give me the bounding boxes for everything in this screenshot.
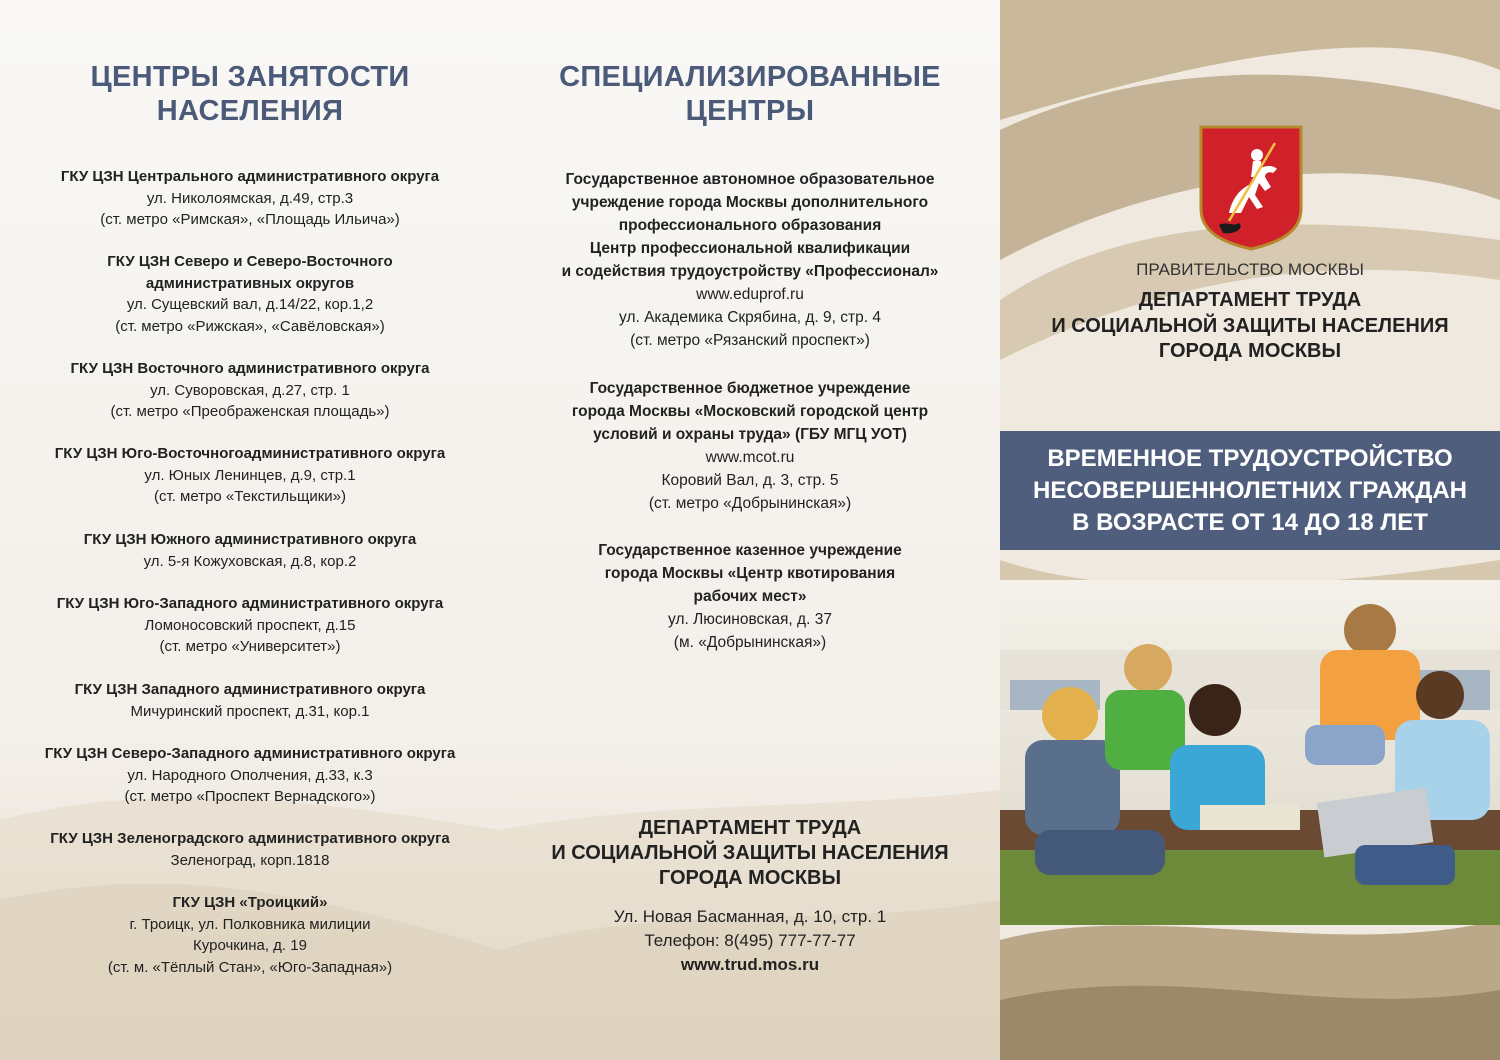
- center-title: ГКУ ЦЗН Центрального административного округа: [60, 168, 440, 185]
- center-metro: (м. «Добрынинская»): [673, 634, 827, 651]
- middle-panel: [500, 0, 1000, 1060]
- left-panel: [0, 0, 500, 1060]
- center-address: Коровий Вал, д. 3, стр. 5: [661, 472, 839, 489]
- center-title: ГКУ ЦЗН Юго-Западного административного округа: [56, 595, 444, 612]
- center-website[interactable]: www.mcot.ru: [705, 449, 795, 466]
- center-address: Ломоносовский проспект, д.15: [144, 616, 356, 634]
- center-metro: (ст. м. «Тёплый Стан», «Юго-Западная»): [107, 958, 393, 976]
- center-title: Государственное автономное образовательное: [565, 171, 935, 188]
- department-contact-block: [500, 905, 1000, 977]
- center-title: Государственное казенное учреждение: [598, 542, 902, 559]
- center-address: ул. Люсиновская, д. 37: [668, 611, 832, 628]
- center-title: и содействия трудоустройству «Профессионал»: [561, 263, 939, 280]
- center-metro: (ст. метро «Преображенская площадь»): [110, 403, 390, 420]
- center-metro: (ст. метро «Римская», «Площадь Ильича»): [100, 211, 400, 228]
- center-metro: (ст. метро «Добрынинская»): [648, 495, 852, 512]
- specialized-center-entry: [500, 168, 1000, 352]
- cover-panel: [1000, 0, 1500, 1060]
- center-title: учреждение города Москвы дополнительного: [571, 194, 929, 211]
- center-metro: (ст. метро «Текстильщики»): [154, 488, 346, 505]
- center-title: Центр профессиональной квалификации: [589, 240, 911, 257]
- government-label: ПРАВИТЕЛЬСТВО МОСКВЫ: [1136, 260, 1364, 279]
- center-title: профессионального образования: [618, 217, 882, 234]
- center-entry: [0, 166, 500, 231]
- moscow-coat-of-arms-icon: [1199, 125, 1303, 251]
- center-address: ул. Николоямская, д.49, стр.3: [146, 189, 354, 207]
- center-title: города Москвы «Центр квотирования: [604, 565, 896, 582]
- center-address: ул. Юных Ленинцев, д.9, стр.1: [144, 466, 356, 484]
- department-address: Ул. Новая Басманная, д. 10, стр. 1: [613, 907, 887, 926]
- employment-centers-heading: ЦЕНТРЫ ЗАНЯТОСТИ НАСЕЛЕНИЯ: [90, 61, 410, 127]
- center-title: ГКУ ЦЗН Южного административного округа: [83, 531, 417, 548]
- center-metro: (ст. метро «Рязанский проспект»): [630, 332, 870, 349]
- center-entry: [0, 358, 500, 423]
- center-address: г. Троицк, ул. Полковника милиции: [129, 915, 371, 933]
- department-contacts: [500, 816, 1000, 977]
- center-address: ул. Сущевский вал, д.14/22, кор.1,2: [126, 296, 374, 313]
- center-metro: (ст. метро «Рижская», «Савёловская»): [115, 317, 385, 335]
- center-title: ГКУ ЦЗН Юго-Восточногоадминистративного округа: [54, 445, 446, 462]
- center-metro: (ст. метро «Университет»): [159, 638, 341, 655]
- center-title: условий и охраны труда» (ГБУ МГЦ УОТ): [593, 426, 907, 443]
- center-address: ул. Народного Ополчения, д.33, к.3: [127, 766, 373, 784]
- center-title: рабочих мест»: [693, 588, 807, 605]
- center-address: ул. Академика Скрябина, д. 9, стр. 4: [619, 309, 881, 326]
- center-title: ГКУ ЦЗН Восточного административного округа: [70, 360, 430, 377]
- center-title: ГКУ ЦЗН Западного административного округа: [74, 681, 426, 698]
- center-title: ГКУ ЦЗН Северо и Северо-Восточного: [107, 253, 393, 270]
- center-entry: [0, 828, 500, 871]
- specialized-center-entry: [500, 539, 1000, 654]
- center-website[interactable]: www.eduprof.ru: [696, 286, 804, 303]
- center-title: ГКУ ЦЗН «Троицкий»: [172, 894, 328, 911]
- center-title: ГКУ ЦЗН Зеленоградского административного округа: [50, 830, 450, 847]
- specialized-centers-heading: СПЕЦИАЛИЗИРОВАННЫЕ ЦЕНТРЫ: [559, 61, 941, 127]
- center-address: ул. Суворовская, д.27, стр. 1: [150, 381, 350, 399]
- center-title: Государственное бюджетное учреждение: [589, 380, 911, 397]
- center-metro: (ст. метро «Проспект Вернадского»): [124, 788, 376, 805]
- center-entry: [0, 251, 500, 337]
- center-address: Зеленоград, корп.1818: [170, 851, 330, 869]
- department-name: ДЕПАРТАМЕНТ ТРУДА И СОЦИАЛЬНОЙ ЗАЩИТЫ НАСЕЛЕНИЯ ГОРОДА МОСКВЫ: [551, 817, 949, 889]
- center-entry: [0, 529, 500, 572]
- center-entry: [0, 892, 500, 978]
- center-address: Мичуринский проспект, д.31, кор.1: [130, 702, 370, 720]
- brochure-title-banner: ВРЕМЕННОЕ ТРУДОУСТРОЙСТВО НЕСОВЕРШЕННОЛЕТНИХ ГРАЖДАН В ВОЗРАСТЕ ОТ 14 ДО 18 ЛЕТ: [1000, 431, 1500, 550]
- center-title: административных округов: [145, 274, 355, 292]
- center-entry: [0, 593, 500, 658]
- specialized-center-entry: [500, 377, 1000, 515]
- teenagers-photo: [1000, 580, 1500, 925]
- department-phone[interactable]: Телефон: 8(495) 777-77-77: [644, 931, 856, 950]
- center-title: ГКУ ЦЗН Северо-Западного административного округа: [44, 745, 456, 762]
- center-address: Курочкина, д. 19: [193, 937, 307, 954]
- center-entry: [0, 443, 500, 508]
- center-entry: [0, 743, 500, 808]
- center-address: ул. 5-я Кожуховская, д.8, кор.2: [143, 552, 357, 570]
- cover-department-title: ДЕПАРТАМЕНТ ТРУДА И СОЦИАЛЬНОЙ ЗАЩИТЫ НАСЕЛЕНИЯ ГОРОДА МОСКВЫ: [1051, 289, 1449, 362]
- center-title: города Москвы «Московский городской центр: [571, 403, 929, 420]
- center-entry: [0, 679, 500, 722]
- department-website-link[interactable]: www.trud.mos.ru: [680, 955, 820, 974]
